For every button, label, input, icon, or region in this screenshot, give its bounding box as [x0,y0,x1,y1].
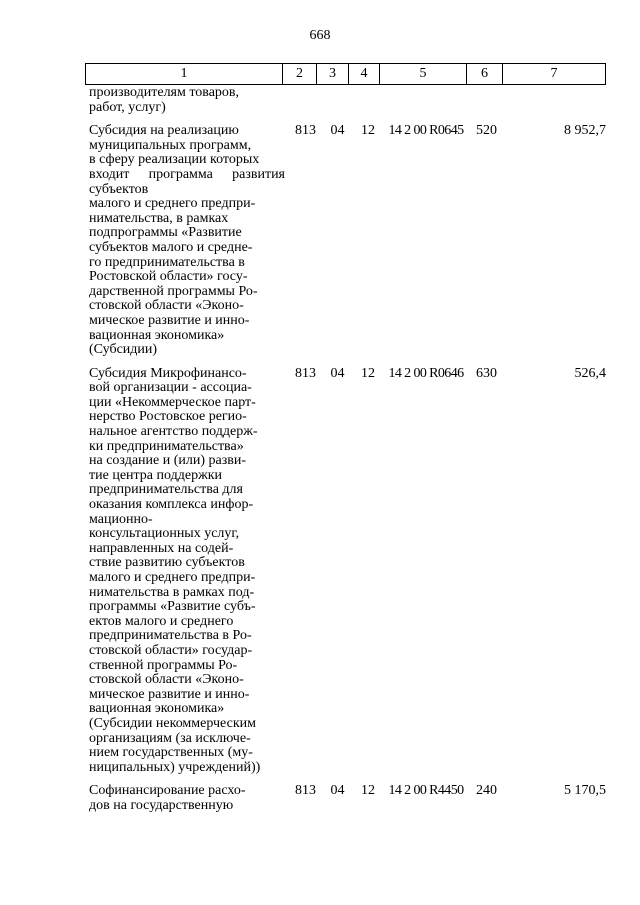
page-number: 668 [309,28,331,43]
header-col-7: 7 [503,64,606,85]
row-description: Субсидия на реализацию муниципальных программ, в сферу реализации которых входит программа развития субъектов малого и среднего предпри- нимательства, в рамках подпрограммы «Развитие субъектов малого и средне- го предпринимательства в Ростовской области» госу- дарственной программы Ро- стовской области «Эконо- мическое развитие и инно- вационная экономика» (Субсидии) [89,123,285,358]
table-row [85,115,612,358]
header-col-1: 1 [86,64,283,85]
row-target-article: 14 2 00 R0645 [388,123,464,139]
row-expense-type: 240 [476,783,497,799]
row-subsection-code [353,86,383,115]
header-col-5: 5 [380,64,467,85]
row-section-code [322,86,353,115]
row-ministry-code: 813 [295,365,316,381]
row-expense-type: 630 [476,365,497,381]
table-row [85,775,612,813]
header-col-6: 6 [467,64,503,85]
row-expense-type: 520 [476,123,497,139]
header-col-4: 4 [349,64,380,85]
row-target-article: 14 2 00 R4450 [388,783,464,799]
row-amount [504,86,612,115]
row-subsection-code: 12 [361,123,375,139]
row-ministry-code [289,86,322,115]
column-number-header [85,63,606,85]
row-ministry-code: 813 [295,123,316,139]
row-expense-type [469,86,504,115]
row-section-code: 04 [330,783,345,799]
row-description: производителям товаров, работ, услуг) [89,85,240,115]
row-target-article: 14 2 00 R0646 [388,365,464,381]
budget-table [85,86,612,814]
row-ministry-code: 813 [295,783,316,799]
row-description: Субсидия Микрофинансо- вой организации - ассоциа- ции «Некоммерческое парт- нерство Ростовское регио- нальное агентство поддерж- ки предпринимательства» на создание и (или) разви- тие центра поддержки предпринимательства для оказания комплекса инфор- мационно- консультационных услуг, направленных на содей- ствие развитию субъектов малого и среднего предпри- нимательства в рамках под- программы «Развитие субъ- ектов малого и среднего предпринимательства в Ро- стовской области» государ- ственной программы Ро- стовской области «Эконо- мическое развитие и инно- вационная экономика» (Субсидии некоммерческим организациям (за исключе- нием государственных (му- ниципальных) учреждений)) [89,365,261,775]
row-section-code: 04 [330,123,345,139]
row-section-code: 04 [330,365,345,381]
header-col-3: 3 [317,64,349,85]
row-subsection-code: 12 [361,783,375,799]
header-row [86,64,606,85]
row-amount: 8 952,7 [564,123,606,139]
row-amount: 5 170,5 [564,783,606,799]
row-subsection-code: 12 [361,365,375,381]
row-description: Софинансирование расхо- дов на государственную [89,783,246,813]
row-amount: 526,4 [574,365,606,381]
header-col-2: 2 [283,64,317,85]
table-row [85,86,612,115]
row-target-article [383,86,469,115]
table-row [85,358,612,776]
